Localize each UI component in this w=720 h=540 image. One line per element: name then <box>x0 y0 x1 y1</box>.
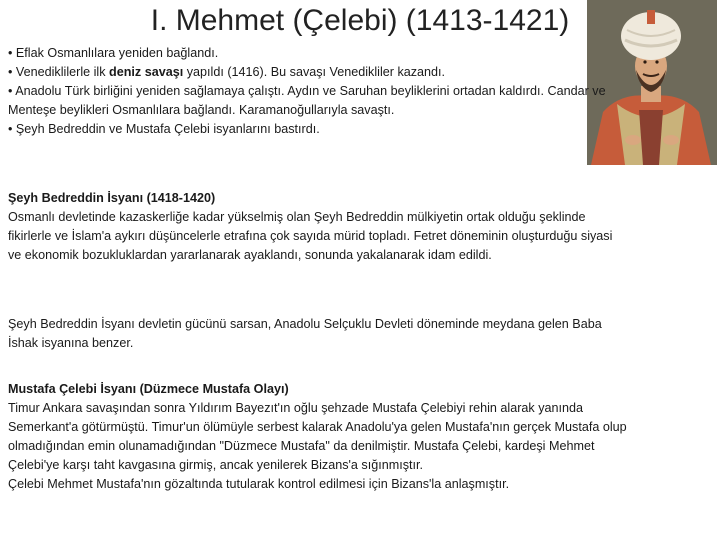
section-body-conclusion: Çelebi Mehmet Mustafa'nın gözaltında tutularak kontrol edilmesi için Bizans'la anlaşmıştır. <box>8 477 510 491</box>
section-body: Şeyh Bedreddin İsyanı devletin gücünü sarsan, Anadolu Selçuklu Devleti döneminde meydana gelen Baba İshak isyanına benzer. <box>8 317 602 350</box>
section-mustafa-celebi <box>8 380 628 494</box>
section-comparison <box>8 315 628 353</box>
bullet-item: • Eflak Osmanlılara yeniden bağlandı. <box>8 46 219 60</box>
page-title: I. Mehmet (Çelebi) (1413-1421) <box>150 4 570 37</box>
section-heading: Şeyh Bedreddin İsyanı (1418-1420) <box>8 191 216 205</box>
section-body: Osmanlı devletinde kazaskerliğe kadar yükselmiş olan Şeyh Bedreddin mülkiyetin ortak olduğu şeklinde fikirlerle ve İslam'a aykırı düşüncelerle etrafına çok sayıda mürid topladı. Fetret döneminin oluşturduğu siyasi ve ekonomik bozukluklardan yararlanarak ayaklandı, sonunda yakalanarak idam edildi. <box>8 210 613 262</box>
bullet-item: • Şeyh Bedreddin ve Mustafa Çelebi isyanlarını bastırdı. <box>8 122 320 136</box>
bullet-item: • Anadolu Türk birliğini yeniden sağlamaya çalıştı. Aydın ve Saruhan beyliklerini ortadan kaldırdı. Candar ve Menteşe beylikleri Osmanlılara bağlandı. Karamanoğullarıyla savaştı. <box>8 84 606 117</box>
bullet-item: • Venediklilerle ilk deniz savaşı yapıldı (1416). Bu savaşı Venedikliler kazandı. <box>8 65 446 79</box>
section-heading: Mustafa Çelebi İsyanı (Düzmece Mustafa Olayı) <box>8 382 289 396</box>
bullet-list <box>8 44 608 139</box>
bold-phrase: deniz savaşı <box>109 65 184 79</box>
section-body: Timur Ankara savaşından sonra Yıldırım Bayezıt'ın oğlu şehzade Mustafa Çelebiyi rehin alarak yanında Semerkant'a götürmüştü. Timur'un ölümüyle serbest kalarak Anadolu'ya gelen Mustafa'nın gerçek Mustafa olup olmadığından emin olunamadığından "Düzmece Mustafa" da denilmiştir. Mustafa Çelebi, kardeşi Mehmet Çelebi'ye karşı taht kavgasına girmiş, ancak yenilerek Bizans'a sığınmıştır. <box>8 401 627 472</box>
section-seyh-bedreddin <box>8 189 628 265</box>
